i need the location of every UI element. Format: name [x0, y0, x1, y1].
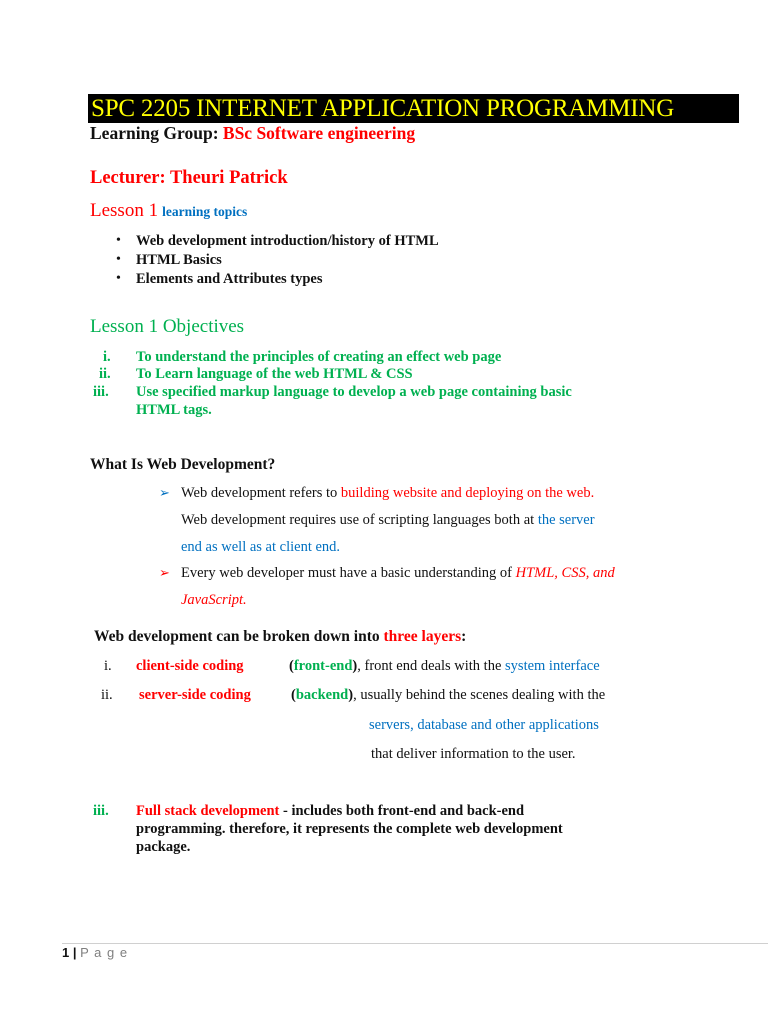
footer-sep: |	[69, 945, 81, 960]
bullet-icon: •	[116, 233, 121, 248]
para1-b: building website and deploying on the web.	[340, 485, 595, 501]
para1-e: end as well as at client end.	[181, 539, 341, 555]
learning-group	[90, 123, 415, 144]
lesson1-sub: learning topics	[162, 204, 248, 219]
layer3-name: Full stack development	[136, 803, 280, 819]
layer1-number: i.	[104, 658, 112, 674]
arrow-bullet-icon: ➢	[159, 566, 170, 581]
para2-b: HTML, CSS, and	[515, 565, 615, 581]
para1-line2	[181, 512, 595, 529]
layer1-text: , front end deals with the	[357, 658, 506, 674]
footer-divider	[62, 943, 768, 944]
lecturer: Lecturer: Theuri Patrick	[90, 168, 288, 188]
page-number: 1	[62, 945, 70, 960]
objective-text: To Learn language of the web HTML & CSS	[136, 366, 413, 382]
para1-c: Web development requires use of scripting languages both at	[181, 512, 538, 528]
what-is-heading: What Is Web Development?	[90, 456, 276, 473]
layer3-line2: programming. therefore, it represents the complete web development	[136, 821, 563, 837]
layer2-line2: servers, database and other applications	[369, 717, 599, 733]
layer2-open: (	[291, 687, 296, 703]
objective-number: iii.	[93, 384, 109, 400]
learning-group-sep: :	[212, 123, 223, 143]
lesson1-label: Lesson 1	[90, 200, 159, 221]
document-title: SPC 2205 INTERNET APPLICATION PROGRAMMING	[91, 95, 675, 122]
layers-heading-c: :	[461, 628, 467, 645]
layers-heading	[94, 628, 466, 646]
para1-d: the server	[537, 512, 595, 528]
layers-heading-a: Web development can be broken down into	[94, 628, 384, 645]
footer-page-label: P a g e	[80, 945, 129, 960]
para1-line1	[181, 485, 594, 502]
layer1-link: system interface	[505, 658, 600, 674]
layer2-close: )	[348, 687, 354, 703]
layer1-tag: front-end	[293, 658, 353, 674]
learning-group-label: Learning Group	[90, 123, 213, 143]
list-item: Web development introduction/history of HTML	[136, 233, 439, 249]
objective-text-continued: HTML tags.	[136, 402, 212, 418]
list-item: Elements and Attributes types	[136, 271, 323, 287]
list-item: HTML Basics	[136, 252, 222, 268]
title-bar	[88, 94, 739, 123]
layer3-number: iii.	[93, 803, 109, 819]
layer2-text: , usually behind the scenes dealing with the	[353, 687, 606, 703]
learning-group-value: BSc Software engineering	[222, 123, 416, 143]
layer2-tag: backend	[295, 687, 349, 703]
objectives-heading: Lesson 1 Objectives	[90, 316, 245, 337]
layer3-line3: package.	[136, 839, 191, 855]
layer1-desc	[289, 658, 600, 675]
para2-a: Every web developer must have a basic understanding of	[181, 565, 516, 581]
layer2-line3: that deliver information to the user.	[371, 746, 576, 762]
bullet-icon: •	[116, 252, 121, 267]
layer1-close: )	[352, 658, 358, 674]
page-footer	[62, 945, 128, 960]
arrow-bullet-icon: ➢	[159, 486, 170, 501]
para2-line1	[181, 565, 615, 582]
layer1-open: (	[289, 658, 294, 674]
layer2-name: server-side coding	[139, 687, 251, 703]
layer2-desc	[291, 687, 605, 704]
layer3-line1	[136, 803, 524, 820]
para1-a: Web development refers to	[181, 485, 341, 501]
layer3-text: - includes both front-end and back-end	[279, 803, 525, 819]
para2-c: JavaScript.	[181, 592, 247, 608]
objective-number: i.	[103, 349, 111, 365]
objective-number: ii.	[99, 366, 111, 382]
layers-heading-b: three layers	[383, 628, 462, 645]
lesson1-topics-heading	[90, 200, 247, 222]
layer2-number: ii.	[101, 687, 113, 703]
layer1-name: client-side coding	[136, 658, 244, 674]
objective-text: Use specified markup language to develop a web page containing basic	[136, 384, 572, 400]
bullet-icon: •	[116, 271, 121, 286]
objective-text: To understand the principles of creating an effect web page	[136, 349, 502, 365]
